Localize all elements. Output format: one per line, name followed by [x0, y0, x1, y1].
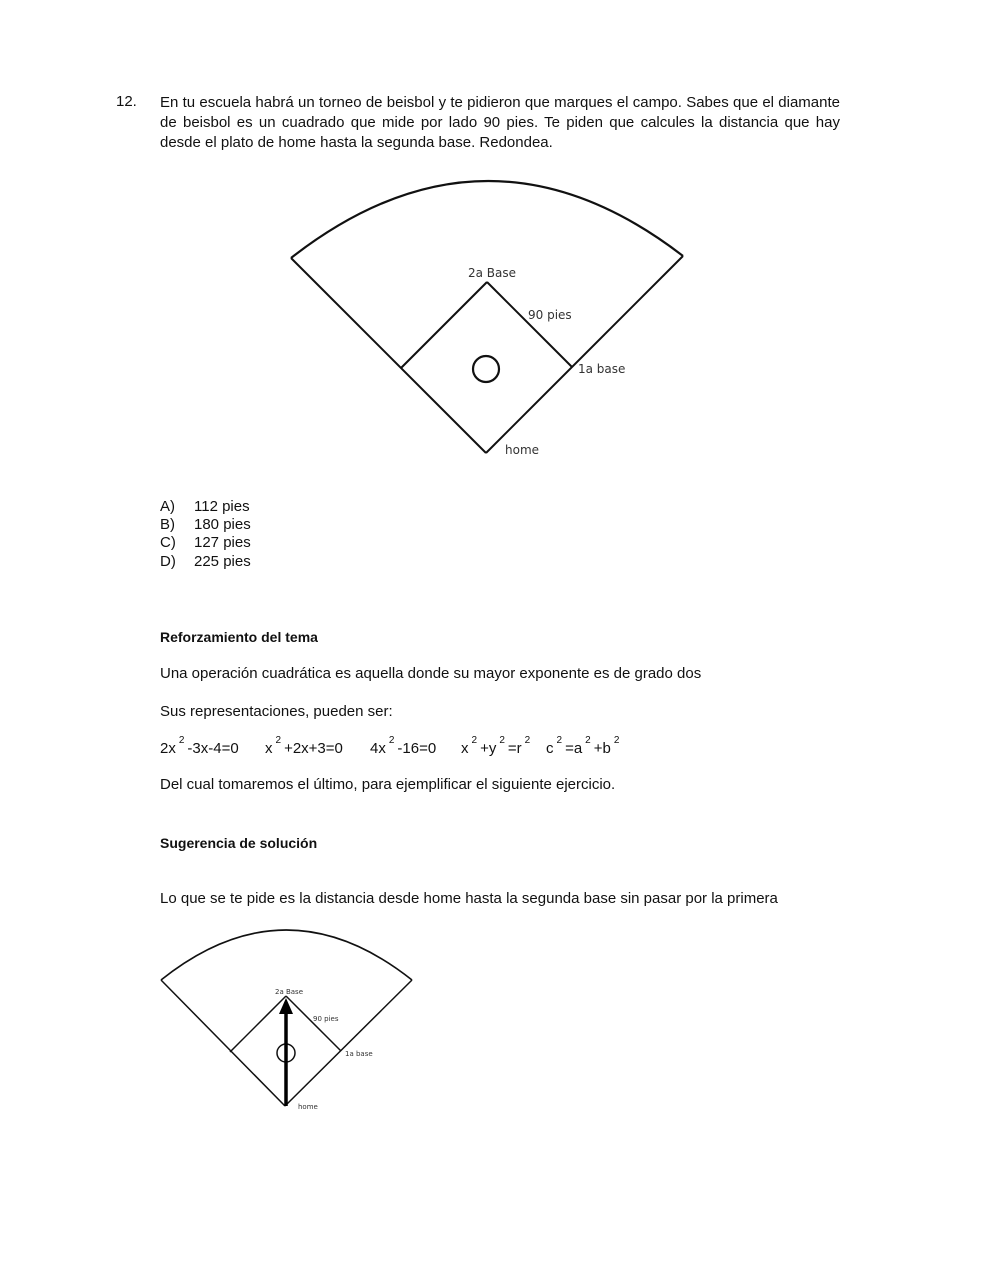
reinforcement-title: Reforzamiento del tema — [160, 629, 318, 645]
option-c: C) 127 pies — [160, 534, 251, 551]
option-d: D) 225 pies — [160, 553, 251, 570]
equation-5: c $^2$ =a $^2$ +b $^2$ — [546, 735, 620, 757]
first-base-label: 1a base — [345, 1050, 373, 1058]
solution-title: Sugerencia de solución — [160, 835, 318, 851]
option-a: A) 112 pies — [160, 498, 250, 515]
solution-text: Lo que se te pide es la distancia desde home hasta la segunda base sin pasar por la primera — [160, 890, 778, 907]
home-label: home — [298, 1103, 318, 1111]
second-to-third-line — [230, 996, 286, 1052]
question-text: En tu escuela habrá un torneo de beisbol y te pidieron que marques el campo. Sabes que el diamante de beisbol es un cuadrado que mide por lado 90 pies. Te piden que calcules la distancia que hay desde el plato de home hasta la segunda base. Redondea. — [160, 94, 840, 151]
equation-2: x $^2$ +2x+3=0 — [265, 735, 343, 757]
second-base-label: 2a Base — [468, 266, 517, 280]
equation-1: 2x $^2$ -3x-4=0 — [160, 735, 239, 757]
reinforcement-closing: Del cual tomaremos el último, para ejemplificar el siguiente ejercicio. — [160, 776, 616, 793]
left-foul-line — [161, 980, 285, 1106]
reinforcement-definition: Una operación cuadrática es aquella donde su mayor exponente es de grado dos — [160, 665, 702, 682]
reinforcement-intro: Sus representaciones, pueden ser: — [160, 703, 393, 720]
second-to-first-line — [286, 996, 341, 1051]
option-b: B) 180 pies — [160, 516, 251, 533]
side-length-label: 90 pies — [313, 1015, 339, 1023]
equation-3: 4x $^2$ -16=0 — [370, 735, 437, 757]
home-label: home — [505, 443, 540, 457]
second-base-label: 2a Base — [275, 988, 304, 996]
side-length-label: 90 pies — [528, 308, 572, 322]
outfield-arc — [161, 930, 412, 980]
right-foul-line — [285, 980, 412, 1106]
first-base-label: 1a base — [578, 362, 626, 376]
question-number: 12. — [116, 93, 137, 110]
equation-4: x $^2$ +y $^2$ =r $^2$ — [461, 735, 531, 757]
